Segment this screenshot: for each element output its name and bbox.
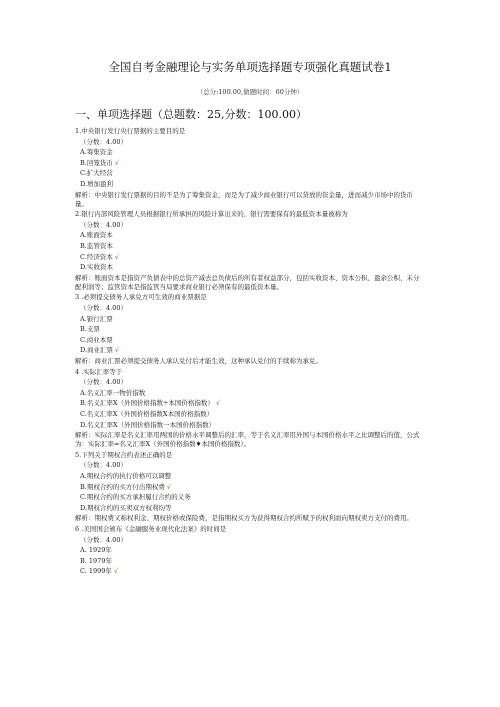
answer-option <box>80 557 112 566</box>
question-stem: 6 .美国国会颁布《金融服务业现代化法案》的时间是 <box>75 525 227 533</box>
answer-option <box>80 159 119 168</box>
answer-option-label: A.名义汇率一物价指数 <box>80 388 146 397</box>
answer-option <box>80 336 113 345</box>
answer-option <box>80 263 113 272</box>
section-heading: 一、单项选择题（总题数：25,分数：100.00） <box>75 108 307 121</box>
answer-option <box>80 180 113 189</box>
exam-meta: （总分:100.00,做题时间：60分钟） <box>196 88 304 96</box>
answer-option-label: C.经济资本 <box>80 252 113 261</box>
question-stem: 3 .必须提交债务人承兑方可生效的商业票据是 <box>75 293 207 302</box>
answer-option-label: B.名义汇率X（外国价格指数÷本国价格指数） <box>80 399 214 408</box>
question-stem: 2.银行内部风险管理人员根据银行所承担的风险计算出来的，银行需要保有的最低资本量被称为 <box>75 210 348 219</box>
answer-option <box>80 483 171 492</box>
answer-option <box>80 546 112 555</box>
answer-explanation: 解析：中央银行发行票据的目的不是为了筹集资金，而是为了减少商业银行可以贷放的资金量，进而减少市场中的货币量。 <box>75 190 413 208</box>
answer-option <box>80 472 171 481</box>
correct-check-icon: √ <box>215 399 221 408</box>
answer-option-label: A.银行汇票 <box>80 314 113 323</box>
correct-check-icon: √ <box>166 482 171 491</box>
question-stem: 5.下列关于期权合约表述正确的是 <box>75 450 173 459</box>
answer-option <box>80 148 113 157</box>
answer-option-label: D.名义汇率X（外国价格指数一本国价格指数） <box>80 420 216 429</box>
question-score: （分数：4.00） <box>80 220 127 229</box>
answer-option-label: B. 1979年 <box>80 556 112 565</box>
question-score: （分数：4.00） <box>80 304 127 312</box>
answer-option <box>80 493 191 502</box>
question-score: （分数：4.00） <box>80 378 127 387</box>
answer-option <box>80 504 172 513</box>
correct-check-icon: √ <box>114 158 119 167</box>
answer-option-label: A.期权合约的执行价格可以调整 <box>80 472 172 480</box>
answer-option-label: C.名义汇率X（外国价格指数X本国价格指数） <box>80 410 214 418</box>
question-stem: 4 .实际汇率等于 <box>75 367 123 376</box>
answer-option-label: B.监管资本 <box>80 242 113 250</box>
answer-option-label: C. 1999年 <box>80 567 112 576</box>
answer-option-label: D.期权合约的买卖双方权利均等 <box>80 503 172 512</box>
answer-option <box>80 169 113 178</box>
answer-option-label: A.筹集资金 <box>80 148 113 157</box>
answer-option <box>80 399 220 408</box>
answer-option-label: A. 1929年 <box>80 546 112 555</box>
question-stem: 1.中央银行发行央行票据的主要目的是 <box>75 127 186 135</box>
answer-option <box>80 253 119 262</box>
answer-option <box>80 315 113 324</box>
correct-check-icon: √ <box>114 252 119 261</box>
answer-explanation: 解析：期权费又称权利金、期权价格或保险费，是指期权买方为获得期权合约所赋予的权利而向期权卖方支付的费用。 <box>75 514 413 523</box>
answer-option-label: C.扩大经营 <box>80 169 113 178</box>
answer-option-label: C.期权合约的买方承担履行合约的义务 <box>80 493 191 502</box>
answer-option-label: B.回笼货币 <box>80 158 113 167</box>
correct-check-icon: √ <box>115 346 120 355</box>
answer-option <box>80 567 118 576</box>
answer-option <box>80 242 113 251</box>
answer-option-label: B.支票 <box>80 325 100 334</box>
document-title: 全国自考金融理论与实务单项选择题专项强化真题试卷1 <box>108 60 392 74</box>
answer-option <box>80 231 113 240</box>
answer-option-label: D.商业汇票 <box>80 346 114 355</box>
answer-option-label: C.商业本票 <box>80 335 113 344</box>
answer-explanation: 解析：商业汇票必须提交债务人承认兑付后才能生效，这种承认兑付的手续称为承兑。 <box>75 357 322 365</box>
answer-option <box>80 421 215 430</box>
answer-option-label: D.增加盈利 <box>80 180 114 188</box>
answer-option <box>80 410 213 419</box>
answer-option <box>80 389 145 398</box>
correct-check-icon: √ <box>113 567 119 576</box>
question-score: （分数：4.00） <box>80 137 127 146</box>
question-score: （分数：4.00） <box>80 535 127 544</box>
answer-option-label: D.实收资本 <box>80 263 114 272</box>
answer-explanation: 解析：账面资本是指资产负债表中的总资产减去总负债后的所有者权益部分，包括实收资本、资本公积、盈余公积、未分配利润等；监管资本是指监管当局要求商业银行必须保有的最低资本量。 <box>75 273 420 291</box>
question-score: （分数：4.00） <box>80 461 127 470</box>
answer-option-label: A.账面资本 <box>80 231 113 240</box>
answer-explanation: 解析：实际汇率是名义汇率用两国的价格水平调整后的汇率，等于名义汇率用外国与本国价格水平之比调整后的值，公式为：实际汇率=名义汇率X（外国价格指数♦本国价格指数）。 <box>75 431 420 449</box>
answer-option <box>80 325 100 334</box>
answer-option-label: B.期权合约的买方付出期权费 <box>80 482 165 491</box>
answer-option <box>80 346 119 355</box>
